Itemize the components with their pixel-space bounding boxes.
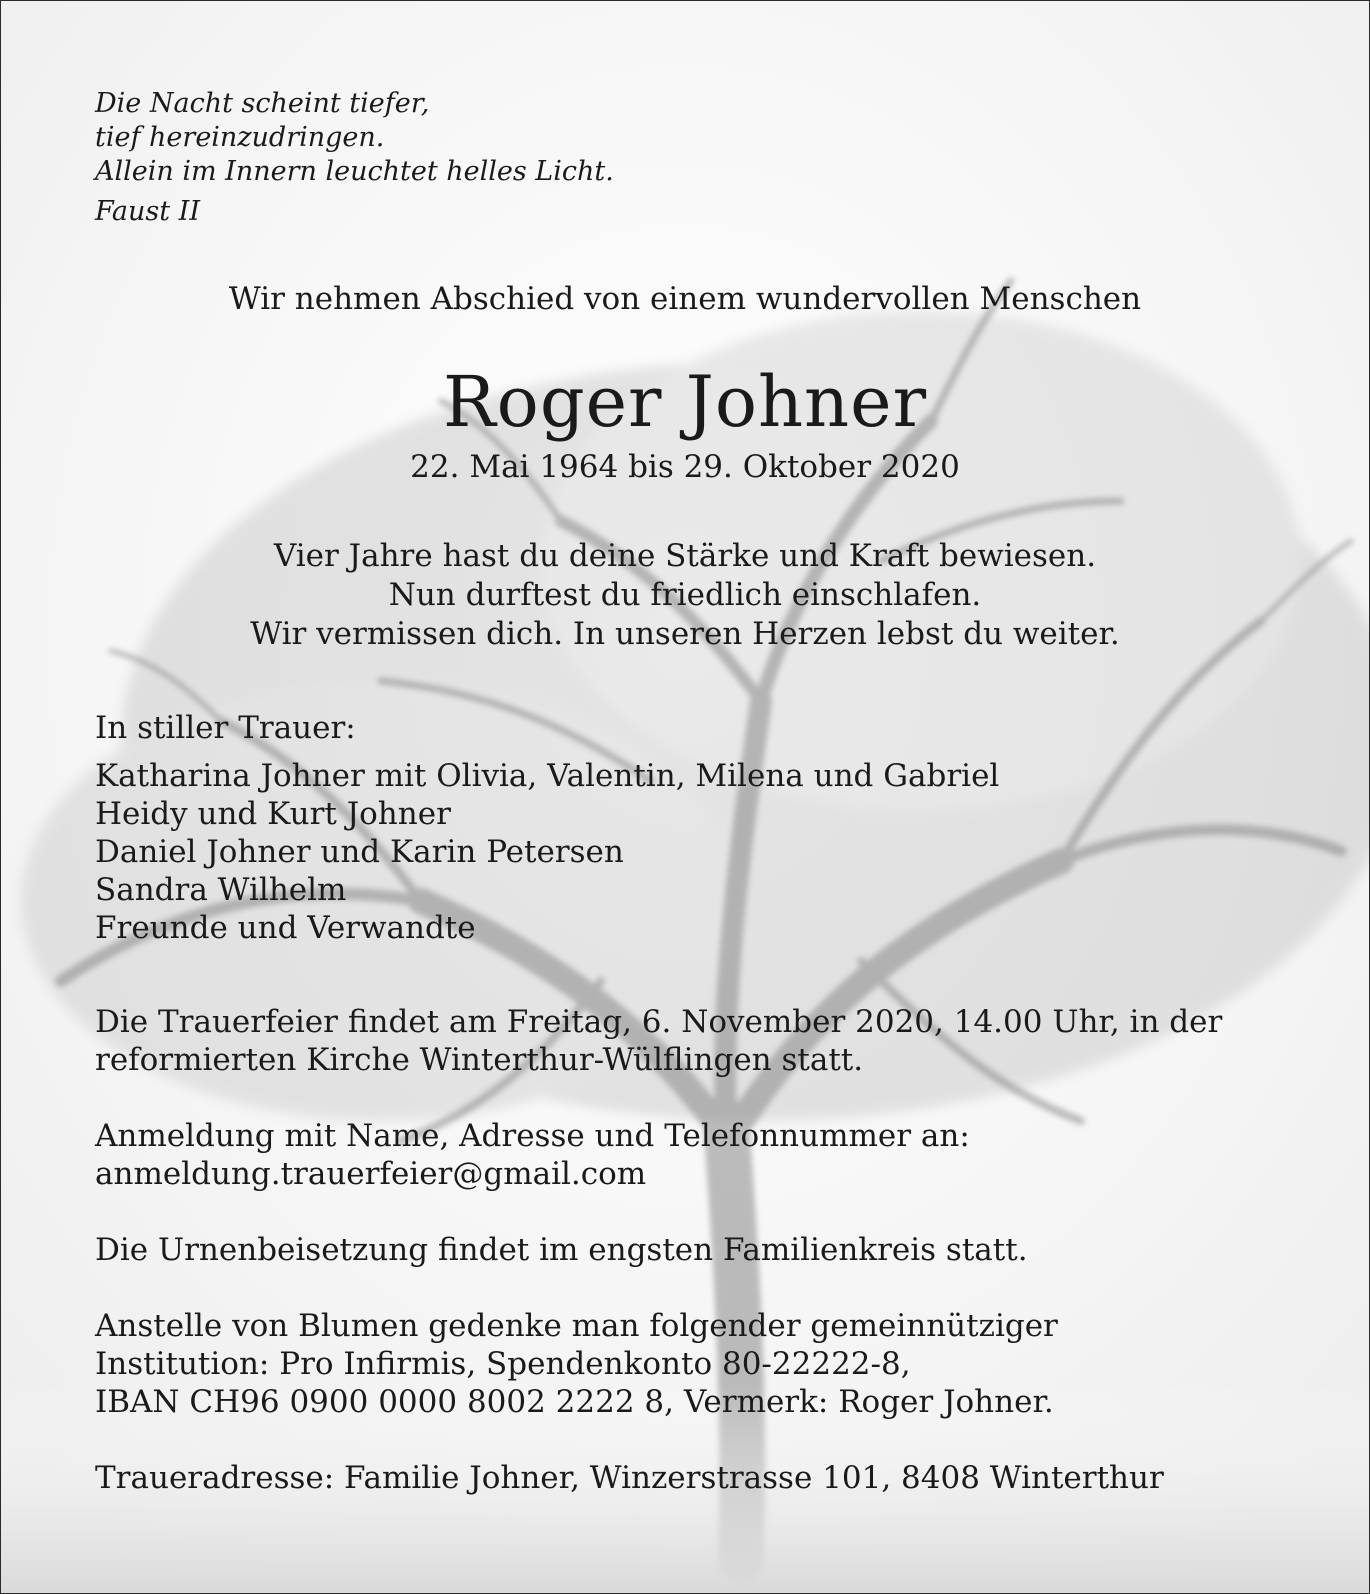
donation-details [95, 1307, 1325, 1421]
ceremony-details [95, 1003, 1325, 1079]
life-dates: 22. Mai 1964 bis 29. Oktober 2020 [410, 449, 960, 485]
ceremony-information [95, 1003, 1325, 1535]
donation-line: Institution: Pro Infirmis, Spendenkonto 80-22222-8, [95, 1346, 911, 1382]
motto-line: Allein im Innern leuchtet helles Licht. [95, 156, 614, 187]
mourner-entry: Daniel Johner und Karin Petersen [95, 834, 624, 870]
mourners-heading: In stiller Trauer: [95, 710, 356, 746]
mourner-entry: Sandra Wilhelm [95, 872, 347, 908]
mourner-entry: Heidy und Kurt Johner [95, 796, 451, 832]
mourners-list [95, 709, 999, 947]
motto-line: tief hereinzudringen. [95, 122, 385, 153]
motto-source: Faust II [95, 196, 201, 227]
burial-line: Die Urnenbeisetzung findet im engsten Familienkreis statt. [95, 1232, 1028, 1268]
registration-email: anmeldung.trauerfeier@gmail.com [95, 1156, 647, 1192]
mourning-address [95, 1459, 1325, 1497]
motto-quote [95, 87, 614, 229]
donation-line: Anstelle von Blumen gedenke man folgender gemeinnütziger [95, 1308, 1058, 1344]
burial-details [95, 1231, 1325, 1269]
registration-line: Anmeldung mit Name, Adresse und Telefonnummer an: [95, 1118, 970, 1154]
ceremony-line: reformierten Kirche Winterthur-Wülflingen statt. [95, 1042, 864, 1078]
mourner-entry: Katharina Johner mit Olivia, Valentin, Milena und Gabriel [95, 758, 1000, 794]
farewell-intro: Wir nehmen Abschied von einem wundervollen Menschen [228, 281, 1142, 317]
verse-line: Nun durftest du friedlich einschlafen. [388, 577, 982, 613]
verse-line: Vier Jahre hast du deine Stärke und Kraft bewiesen. [273, 538, 1097, 574]
memorial-verse [1, 537, 1369, 654]
deceased-name: Roger Johner [442, 361, 928, 443]
ceremony-line: Die Trauerfeier findet am Freitag, 6. November 2020, 14.00 Uhr, in der [95, 1004, 1223, 1040]
verse-line: Wir vermissen dich. In unseren Herzen lebst du weiter. [250, 616, 1120, 652]
mourner-entry: Freunde und Verwandte [95, 910, 476, 946]
registration-details [95, 1117, 1325, 1193]
donation-line: IBAN CH96 0900 0000 8002 2222 8, Vermerk: Roger Johner. [95, 1384, 1054, 1420]
motto-line: Die Nacht scheint tiefer, [95, 88, 430, 119]
address-line: Traueradresse: Familie Johner, Winzerstrasse 101, 8408 Winterthur [95, 1460, 1164, 1496]
